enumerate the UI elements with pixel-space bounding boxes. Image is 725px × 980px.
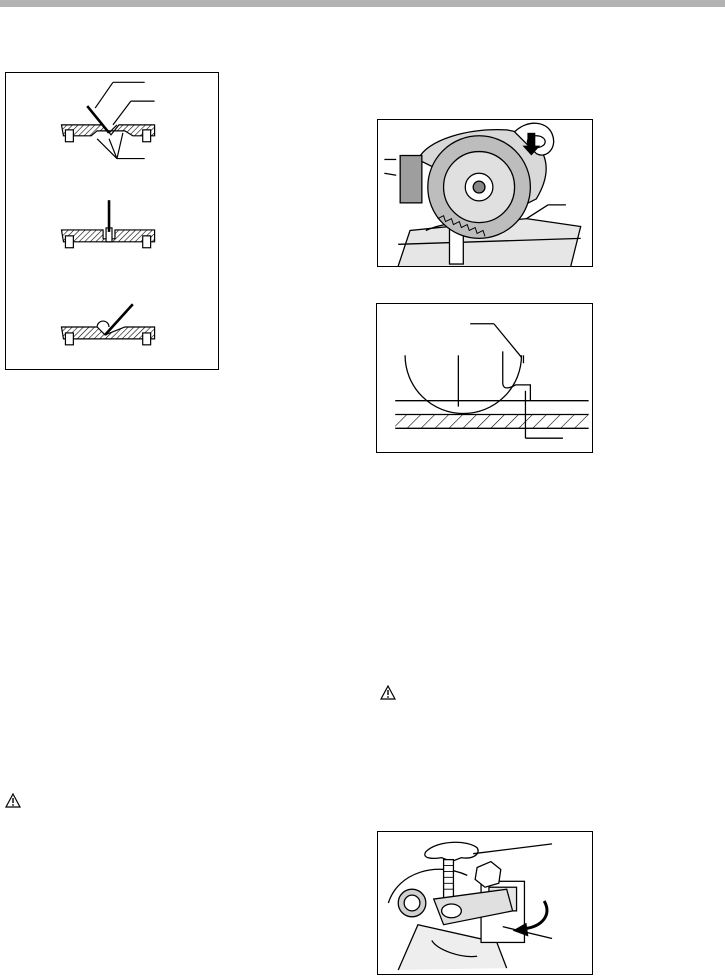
warning-icon: [380, 685, 396, 700]
slot-section-2: [61, 200, 154, 248]
figure-blade-clearance: [376, 303, 593, 453]
vise-drawing: [378, 832, 592, 974]
figure-saw-lowered: [377, 119, 593, 267]
slot-section-1: [61, 82, 154, 158]
figure-vise: [377, 831, 593, 975]
blade-clearance-drawing: [377, 304, 592, 452]
figure-guide-positions: [5, 72, 219, 370]
warning-icon: [5, 793, 21, 808]
guide-positions-drawing: [6, 73, 218, 369]
slot-section-3: [61, 304, 154, 345]
header-rule: [0, 0, 725, 7]
saw-lowered-drawing: [378, 120, 592, 266]
